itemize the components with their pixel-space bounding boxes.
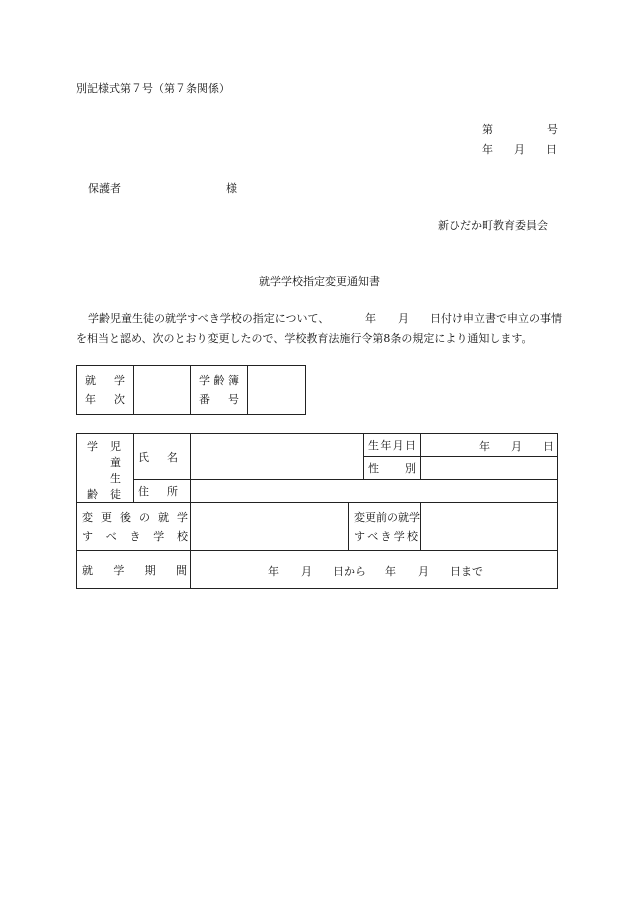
body-line1-year: 年	[365, 312, 376, 325]
doc-number-label-prefix: 第	[482, 123, 493, 136]
birthdate-value[interactable]: 年 月 日	[421, 434, 558, 457]
school-before-label: 変 更 前 の 就 学 す べ き 学 校	[349, 503, 421, 551]
issuer: 新ひだか町教育委員会	[438, 219, 548, 232]
address-label: 住 所	[134, 480, 191, 503]
school-after-label: 変 更 後 の 就 学 す べ き 学 校	[77, 503, 191, 551]
register-number-value-cell[interactable]	[248, 366, 306, 415]
date-year-label: 年	[482, 143, 493, 156]
student-info-table	[76, 433, 558, 589]
honorific: 様	[226, 182, 237, 195]
body-line2: を相当と認め、次のとおり変更したので、学校教育法施行令第8条の規定により通知します。	[76, 332, 533, 345]
gender-label: 性 別	[364, 457, 421, 480]
school-before-value[interactable]	[421, 503, 558, 551]
guardian-label: 保護者	[88, 182, 121, 195]
period-label: 就 学 期 間	[77, 551, 191, 589]
name-label: 氏 名	[134, 434, 191, 480]
date-month-label: 月	[514, 143, 525, 156]
birthdate-label: 生 年 月 日	[364, 434, 421, 457]
doc-number-label-suffix: 号	[547, 123, 558, 136]
name-value[interactable]	[191, 434, 364, 480]
document-title: 就学学校指定変更通知書	[259, 275, 380, 288]
form-number: 別記様式第７号（第７条関係）	[76, 82, 230, 95]
period-value[interactable]: 年 月 日から 年 月 日まで	[191, 551, 558, 589]
grade-value-cell[interactable]	[134, 366, 191, 415]
address-value[interactable]	[191, 480, 558, 503]
school-after-value[interactable]	[191, 503, 349, 551]
body-line1-month: 月	[398, 312, 409, 325]
grade-label-cell: 就 学 年 次	[77, 366, 134, 415]
date-day-label: 日	[546, 143, 557, 156]
body-line1-tail: 日付け申立書で申立の事情	[430, 312, 562, 325]
register-number-label-cell: 学 齢 簿 番 号	[191, 366, 248, 415]
body-line1-text: 学齢児童生徒の就学すべき学校の指定について、	[88, 312, 330, 325]
grade-register-table	[76, 365, 306, 415]
student-vertical-label: 学 児 童 生 齢 徒	[77, 434, 134, 503]
gender-value[interactable]	[421, 457, 558, 480]
